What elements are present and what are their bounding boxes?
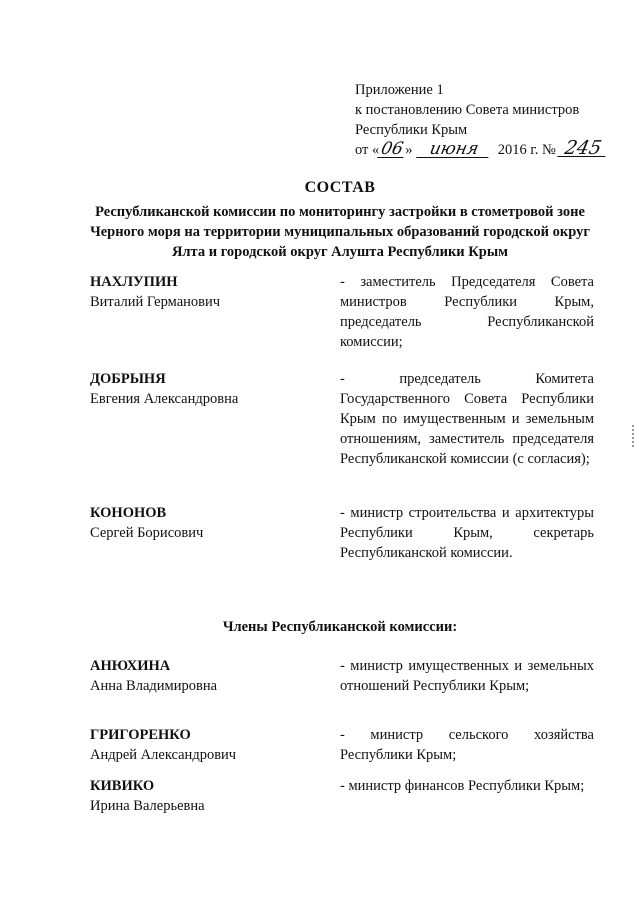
- member-name: [90, 656, 330, 696]
- person-role: - председатель Комитета Государственного Совета Республики Крым по имущественным и земельным отношениям, заместитель председателя Республиканской комиссии (с согласия);: [340, 371, 594, 467]
- member-surname: ГРИГОРЕНКО: [90, 727, 191, 743]
- person-surname: ДОБРЫНЯ: [90, 371, 166, 387]
- title-block: [80, 178, 600, 262]
- appendix-header: [355, 80, 607, 160]
- member-given-name: Андрей Александрович: [90, 747, 237, 763]
- person-given-name: Евгения Александровна: [90, 391, 239, 407]
- member-given-name: Ирина Валерьевна: [90, 798, 205, 814]
- person-given-name: Сергей Борисович: [90, 525, 204, 541]
- appendix-line-3: Республики Крым: [355, 122, 468, 138]
- handwritten-month: июня: [416, 141, 492, 158]
- date-close-quote: »: [405, 142, 413, 158]
- member-surname: КИВИКО: [90, 778, 155, 794]
- person-given-name: Виталий Германович: [90, 294, 221, 310]
- member-role: - министр финансов Республики Крым;: [340, 778, 585, 794]
- person-surname: КОНОНОВ: [90, 505, 167, 521]
- year-text: 2016 г. №: [497, 142, 556, 158]
- member-role: - министр имущественных и земельных отношений Республики Крым;: [340, 658, 594, 694]
- appendix-date-line: [355, 137, 607, 160]
- appendix-line-2: к постановлению Совета министров: [355, 102, 580, 118]
- person-name: [90, 503, 330, 543]
- person-name: [90, 369, 330, 409]
- handwritten-day: 06: [379, 139, 406, 159]
- date-prefix: от «: [355, 142, 380, 158]
- appendix-line-1: Приложение 1: [355, 82, 444, 98]
- person-role: - министр строительства и архитектуры Республики Крым, секретарь Республиканской комиссии.: [340, 505, 594, 561]
- member-role: - министр сельского хозяйства Республики Крым;: [340, 727, 594, 763]
- document-title: СОСТАВ: [304, 179, 376, 196]
- document-subtitle: Республиканской комиссии по мониторингу застройки в стометровой зоне Черного моря на территории муниципальных образований городской округ Ялта и городской округ Алушта Республики Крым: [90, 204, 590, 260]
- member-name: [90, 776, 330, 816]
- handwritten-number: 245: [558, 140, 610, 157]
- member-given-name: Анна Владимировна: [90, 678, 218, 694]
- scan-margin-mark: [632, 425, 634, 447]
- member-name: [90, 725, 330, 765]
- members-heading: Члены Республиканской комиссии:: [222, 619, 458, 635]
- member-surname: АНЮХИНА: [90, 658, 171, 674]
- person-surname: НАХЛУПИН: [90, 274, 178, 290]
- person-role: - заместитель Председателя Совета министров Республики Крым, председатель Республиканской комиссии;: [340, 274, 594, 350]
- person-name: [90, 272, 330, 312]
